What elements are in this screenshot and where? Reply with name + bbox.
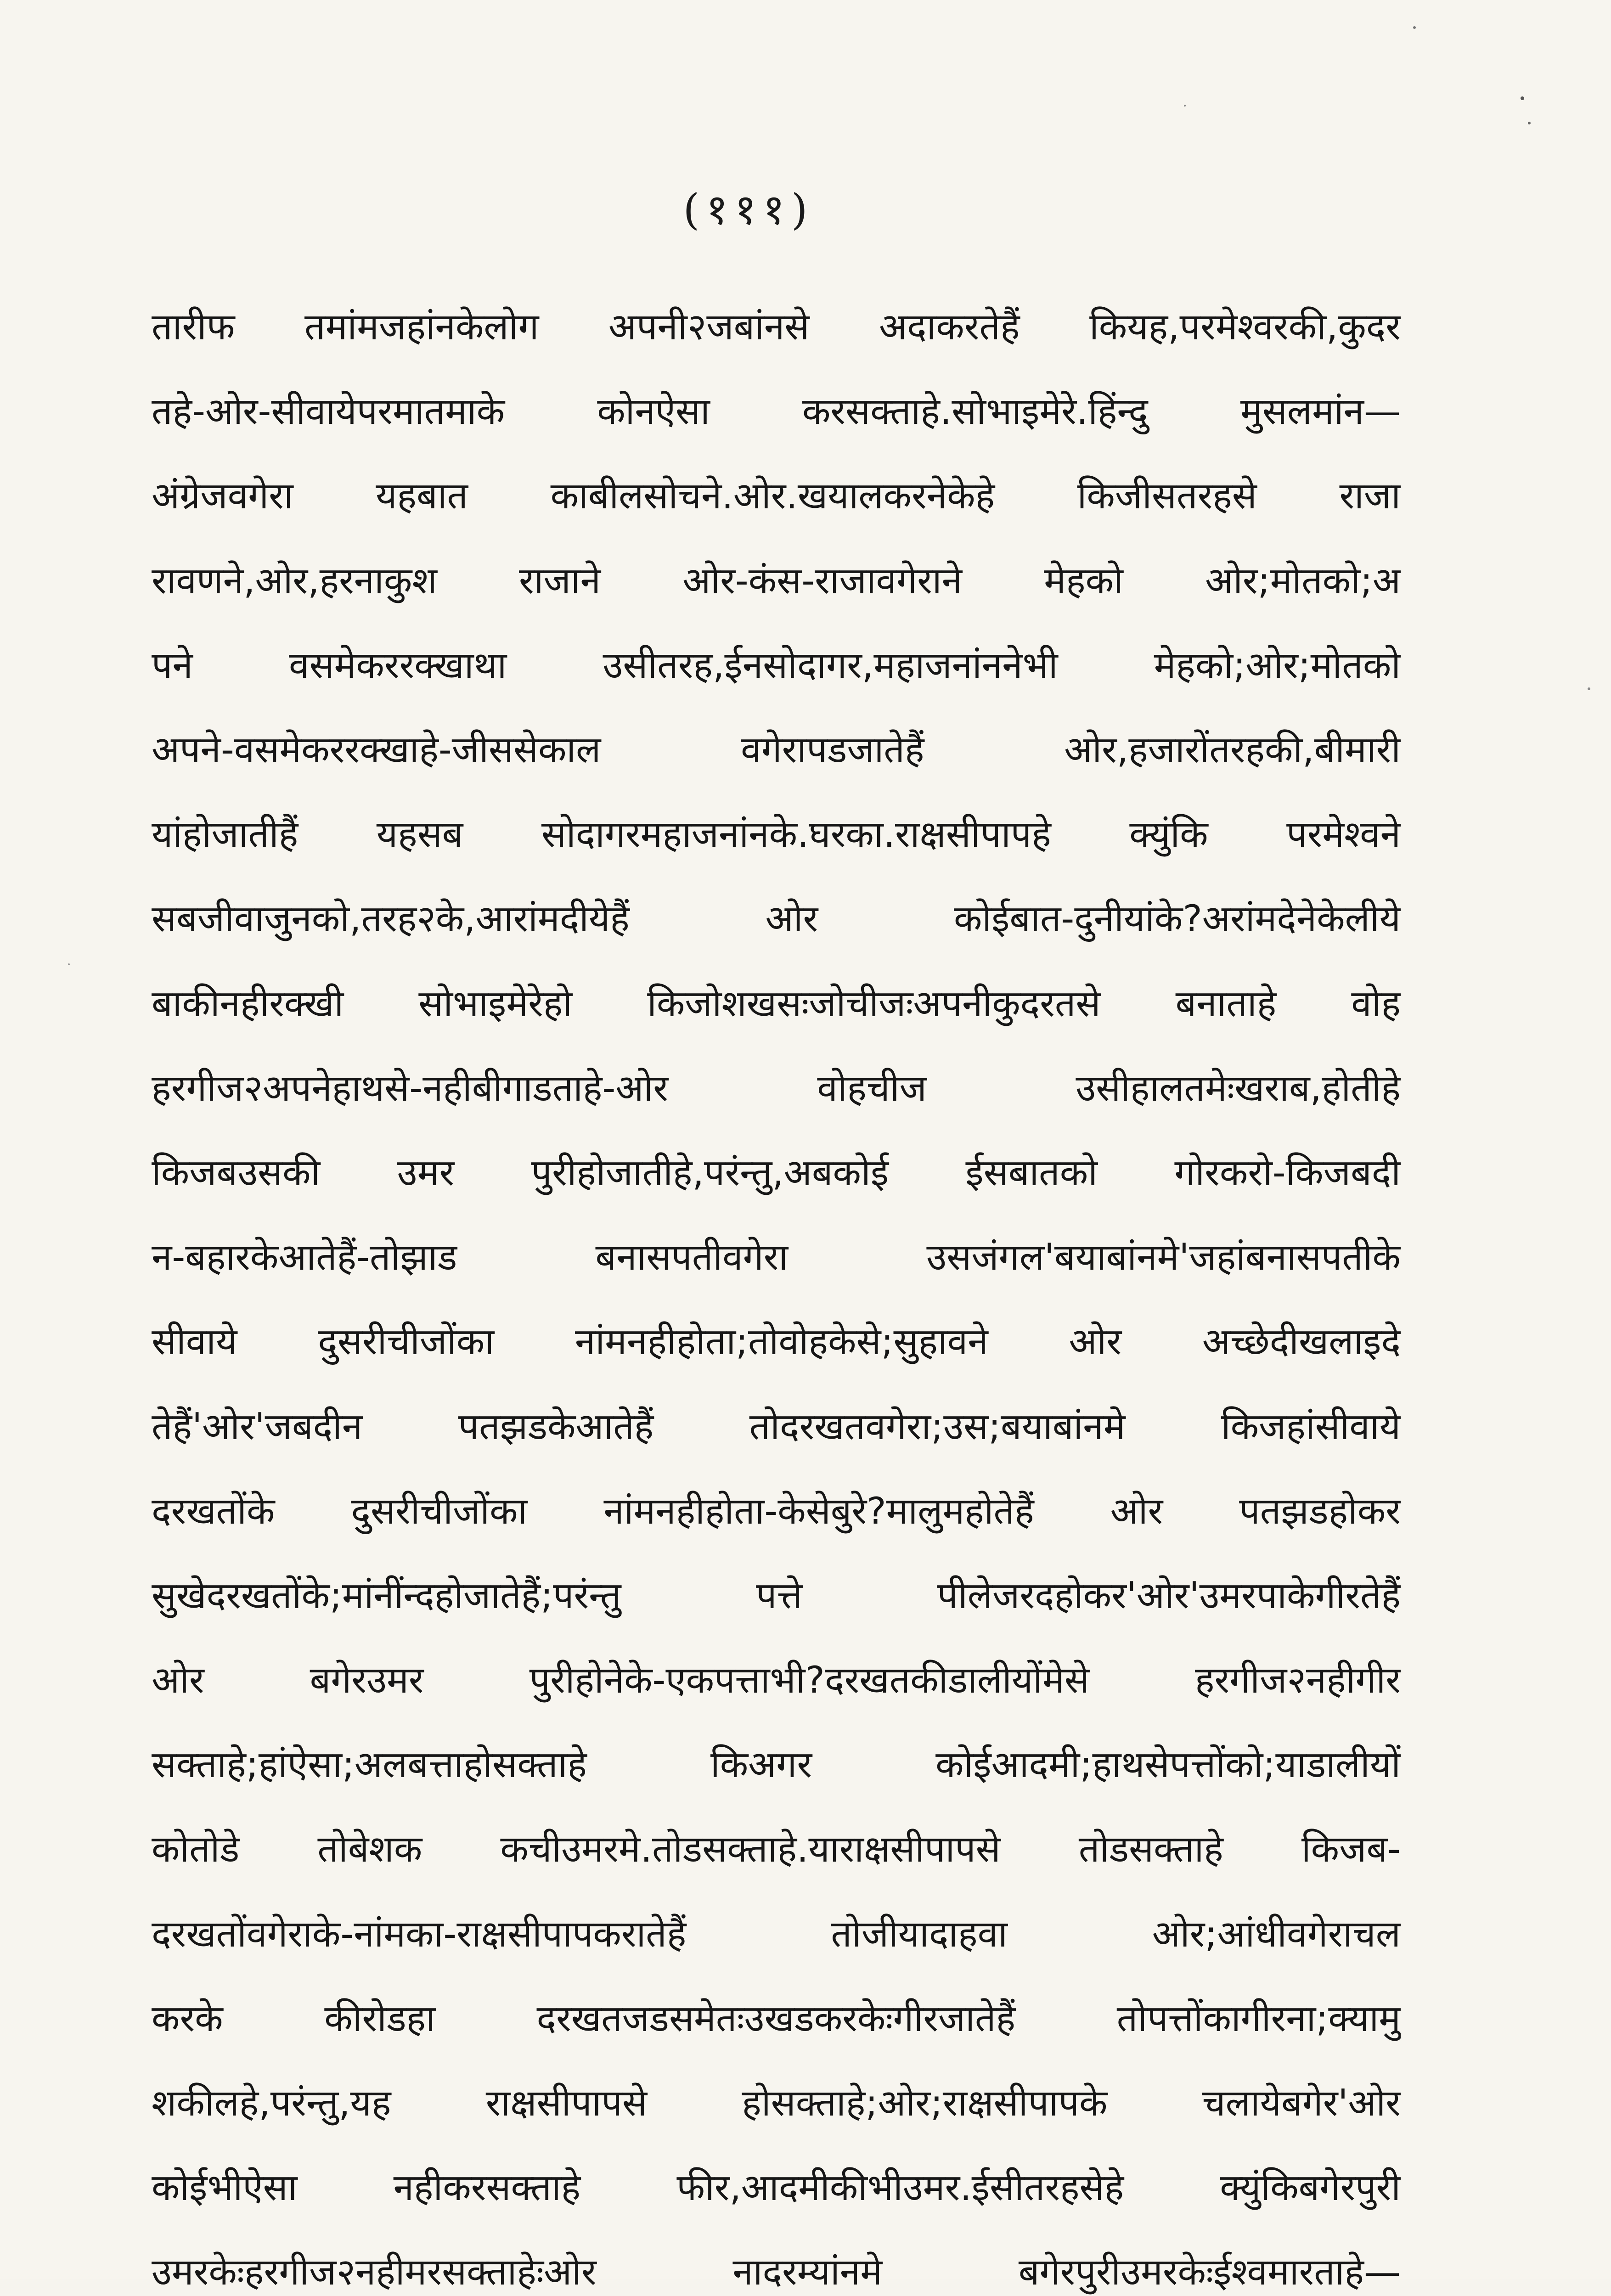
text-line: दरखतोंवगेराके-नांमका-राक्षसीपापकरातेहैं तोजीयादाहवा ओर;आंधीवगेराचल: [152, 1912, 1401, 1955]
text-line: कोतोडे तोबेशक कचीउमरमे.तोडसक्ताहे.याराक्षसीपापसे तोडसक्ताहे किजब-: [152, 1828, 1401, 1871]
speck: [1521, 96, 1524, 100]
speck: [1528, 122, 1531, 124]
text-line: सक्ताहे;हांऐसा;अलबत्ताहोसक्ताहे किअगर कोईआदमी;हाथसेपत्तोंको;याडालीयों: [152, 1743, 1401, 1786]
body-text: [152, 285, 1401, 2296]
text-line: अपने-वसमेकररक्खाहे-जीससेकाल वगेरापडजातेहैं ओर,हजारोंतरहकी,बीमारी: [152, 728, 1401, 771]
text-line: करके कीरोडहा दरखतजडसमेतःउखडकरकेःगीरजातेहैं तोपत्तोंकागीरना;क्यामु: [152, 1997, 1401, 2040]
text-line: तेहैं'ओर'जबदीन पतझडकेआतेहैं तोदरखतवगेरा;उस;बयाबांनमे किजहांसीवाये: [152, 1405, 1401, 1448]
text-line: बाकीनहीरक्खी सोभाइमेरेहो किजोशखसःजोचीजःअपनीकुदरतसे बनाताहे वोह: [152, 982, 1401, 1025]
text-line: किजबउसकी उमर पुरीहोजातीहे,परंन्तु,अबकोई ईसबातको गोरकरो-किजबदी: [152, 1151, 1401, 1194]
text-line: हरगीज२अपनेहाथसे-नहीबीगाडताहे-ओर वोहचीज उसीहालतमेःखराब,होतीहे: [152, 1066, 1401, 1109]
text-line: सुखेदरखतोंके;मांनींन्दहोजातेहैं;परंन्तु पत्ते पीलेजरदहोकर'ओर'उमरपाकेगीरतेहैं: [152, 1574, 1401, 1617]
text-line: कोईभीऐसा नहीकरसक्ताहे फीर,आदमीकीभीउमर.ईसीतरहसेहे क्युंकिबगेरपुरी: [152, 2166, 1401, 2209]
text-line: तहे-ओर-सीवायेपरमातमाके कोनऐसा करसक्ताहे.सोभाइमेरे.हिंन्दु मुसलमांन—: [152, 390, 1401, 433]
text-line: ओर बगेरउमर पुरीहोनेके-एकपत्ताभी?दरखतकीडालीयोंमेसे हरगीज२नहीगीर: [152, 1659, 1401, 1702]
text-line: यांहोजातीहैं यहसब सोदागरमहाजनांनके.घरका.राक्षसीपापहे क्युंकि परमेश्वने: [152, 813, 1401, 856]
speck: [68, 963, 70, 965]
speck: [1588, 687, 1590, 690]
text-line: उमरकेःहरगीज२नहीमरसक्ताहेःओर नादरम्यांनमे बगेरपुरीउमरकेःईश्वमारताहे—: [152, 2251, 1401, 2294]
text-line: सबजीवाजुनको,तरह२के,आरांमदीयेहैं ओर कोईबात-दुनीयांके?अरांमदेनेकेलीये: [152, 897, 1401, 940]
text-line: तारीफ तमांमजहांनकेलोग अपनी२जबांनसे अदाकरतेहैं कियह,परमेश्वरकी,कुदर: [152, 305, 1401, 349]
page-number: (१११): [683, 185, 814, 234]
text-line: रावणने,ओर,हरनाकुश राजाने ओर-कंस-राजावगेराने मेहको ओर;मोतको;अ: [152, 559, 1401, 602]
text-line: अंग्रेजवगेरा यहबात काबीलसोचने.ओर.खयालकरनेकेहे किजीसतरहसे राजा: [152, 474, 1401, 518]
text-line: शकीलहे,परंन्तु,यह राक्षसीपापसे होसक्ताहे;ओर;राक्षसीपापके चलायेबगेर'ओर: [152, 2082, 1401, 2125]
text-line: दरखतोंके दुसरीचीजोंका नांमनहीहोता-केसेबुरे?मालुमहोतेहैं ओर पतझडहोकर: [152, 1489, 1401, 1532]
text-line: न-बहारकेआतेहैं-तोझाड बनासपतीवगेरा उसजंगल'बयाबांनमे'जहांबनासपतीके: [152, 1236, 1401, 1279]
speck: [1413, 26, 1416, 29]
text-line: पने वसमेकररक्खाथा उसीतरह,ईनसोदागर,महाजनांननेभी मेहको;ओर;मोतको: [152, 643, 1401, 687]
text-line: सीवाये दुसरीचीजोंका नांमनहीहोता;तोवोहकेसे;सुहावने ओर अच्छेदीखलाइदे: [152, 1320, 1401, 1363]
speck: [1184, 105, 1186, 107]
